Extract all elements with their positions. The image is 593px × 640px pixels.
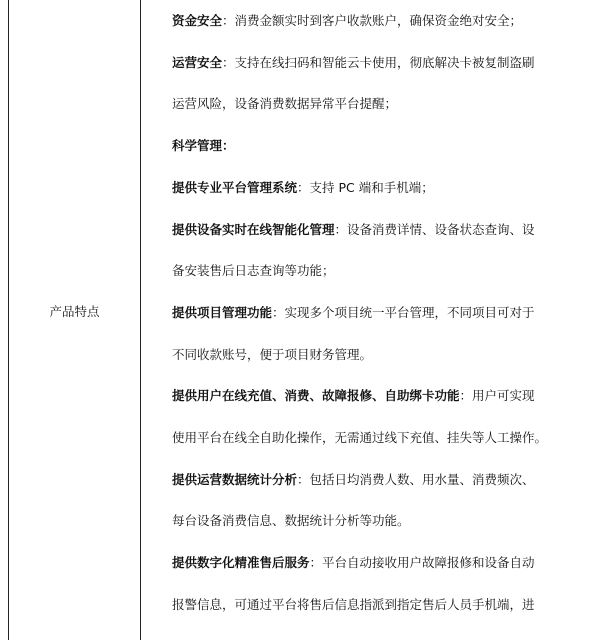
paragraph-continuation <box>172 83 584 125</box>
heading: 提供项目管理功能 <box>172 304 273 320</box>
paragraph-continuation <box>172 334 584 376</box>
heading: 提供设备实时在线智能化管理 <box>172 221 335 237</box>
body-text: 备安装售后日志查询等功能； <box>172 263 335 279</box>
heading: 提供运营数据统计分析 <box>172 471 298 487</box>
body-text: ：用户可实现 <box>459 388 535 404</box>
body-text: 每台设备消费信息、数据统计分析等功能。 <box>172 513 410 529</box>
body-text: ：实现多个项目统一平台管理，不同项目可对于 <box>272 304 535 320</box>
row-label: 产品特点 <box>49 304 100 319</box>
body-text: ：支持 PC 端和手机端； <box>297 179 434 195</box>
paragraph-data-analysis <box>172 459 584 501</box>
paragraph-after-sales <box>172 542 584 584</box>
paragraph-user-functions <box>172 375 584 417</box>
column-divider <box>140 0 141 640</box>
paragraph-device-management <box>172 209 584 251</box>
heading: 提供专业平台管理系统 <box>172 179 298 195</box>
label-cell <box>9 0 140 623</box>
heading: 科学管理 <box>172 138 223 154</box>
heading: 提供用户在线充值、消费、故障报修、自助绑卡功能 <box>172 388 460 404</box>
paragraph-continuation <box>172 417 584 459</box>
body-text: ：设备消费详情、设备状态查询、设 <box>334 221 535 237</box>
body-text: ： <box>222 138 235 154</box>
paragraph-operation-security <box>172 42 584 84</box>
paragraph-continuation <box>172 500 584 542</box>
body-text: 报警信息，可通过平台将售后信息指派到指定售后人员手机端，进 <box>172 596 535 612</box>
paragraph-continuation <box>172 250 584 292</box>
body-text: 运营风险，设备消费数据异常平台提醒； <box>172 96 398 112</box>
paragraph-continuation <box>172 584 584 626</box>
paragraph-scientific-management <box>172 125 584 167</box>
body-text: ：平台自动接收用户故障报修和设备自动 <box>309 555 535 571</box>
body-text: 不同收款账号，便于项目财务管理。 <box>172 346 373 362</box>
body-text: ：包括日均消费人数、用水量、消费频次、 <box>297 471 535 487</box>
body-text: ：消费金额实时到客户收款账户，确保资金绝对安全； <box>222 13 523 28</box>
paragraph-platform-system <box>172 167 584 209</box>
body-text: 使用平台在线全自助化操作，无需通过线下充值、挂失等人工操作。 <box>172 430 548 445</box>
paragraph-funds-security <box>172 0 584 42</box>
paragraph-project-management <box>172 292 584 334</box>
body-text: ：支持在线扫码和智能云卡使用，彻底解决卡被复制盗刷 <box>222 54 535 70</box>
heading: 资金安全 <box>172 13 223 28</box>
heading: 运营安全 <box>172 54 223 70</box>
heading: 提供数字化精准售后服务 <box>172 555 310 571</box>
